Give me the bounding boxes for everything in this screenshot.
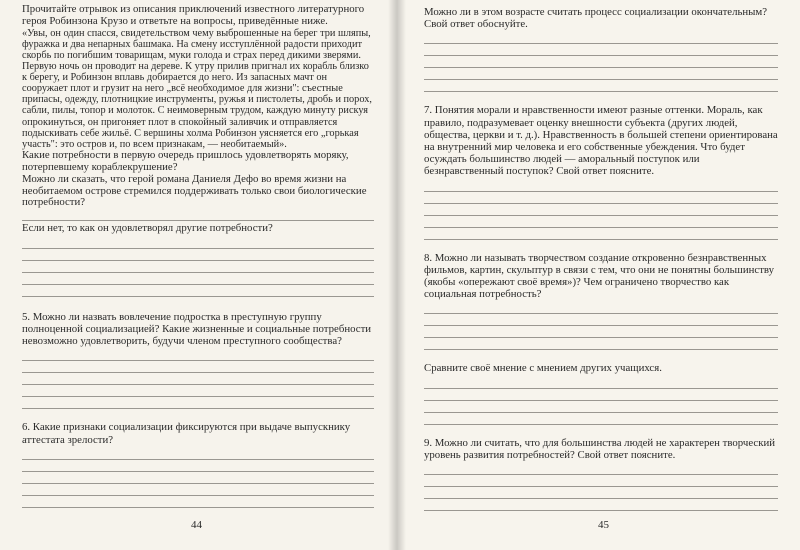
- intro-text: Прочитайте отрывок из описания приключений известного литературного героя Робинзона Крузо и ответьте на вопросы, приведённые ниже.: [22, 3, 365, 27]
- book-gutter: [388, 0, 406, 550]
- answer-lines: [424, 463, 778, 511]
- answer-line: [424, 401, 778, 413]
- question-6: 6. Какие признаки социализации фиксируются при выдаче выпускнику аттестата зрелости?: [22, 421, 351, 446]
- question-compare: Сравните своё мнение с мнением других учащихся.: [424, 362, 662, 375]
- page-45: [396, 0, 800, 550]
- question-needs: Какие потребности в первую очередь пришлось удовлетворять моряку, потерпевшему кораблекрушение?: [22, 148, 349, 173]
- answer-line: [22, 237, 374, 249]
- answer-lines: [22, 349, 374, 409]
- answer-line: [22, 349, 374, 361]
- answer-line: [424, 56, 778, 68]
- question-7: 7. Понятия морали и нравственности имеют разные оттенки. Мораль, как правило, подразумевает оценку внешности субъекта (других людей, общества, церкви и т. д.). Нравственность в большей степени ориентирована на внутренний мир человека и его собственные убеждения. Что будет осуждать большинство людей — аморальный поступок или безнравственный поступок? Свой ответ поясните.: [424, 104, 778, 178]
- question-5: 5. Можно ли назвать вовлечение подростка в преступную группу полноценной социализацией? Какие жизненные и социальные потребности невозможно удовлетворить, будучи членом преступного сообщества?: [22, 310, 372, 348]
- answer-line: [22, 448, 374, 460]
- answer-line: [22, 397, 374, 409]
- answer-lines: [22, 237, 374, 297]
- answer-line: [424, 377, 778, 389]
- answer-line: [22, 373, 374, 385]
- answer-line: [424, 499, 778, 511]
- answer-line: [424, 204, 778, 216]
- answer-line: [424, 192, 778, 204]
- question-age: Можно ли в этом возрасте считать процесс социализации окончательным? Свой ответ обоснуйте.: [424, 6, 768, 31]
- question-9: 9. Можно ли считать, что для большинства людей не характерен творческий уровень развития потребностей? Свой ответ поясните.: [424, 436, 775, 461]
- answer-line: [424, 326, 778, 338]
- page-number: 44: [191, 519, 202, 531]
- answer-line: [424, 80, 778, 92]
- answer-line: [424, 413, 778, 425]
- answer-line: [22, 385, 374, 397]
- answer-line: [22, 209, 374, 221]
- question-defoe: Можно ли сказать, что герой романа Даниеля Дефо во время жизни на необитаемом острове стремился поддерживать только свои биологические потребности?: [22, 172, 367, 209]
- answer-line: [424, 389, 778, 401]
- answer-line: [22, 361, 374, 373]
- answer-line: [22, 484, 374, 496]
- answer-lines: [22, 448, 374, 508]
- question-8: 8. Можно ли называть творчеством создание откровенно безнравственных фильмов, картин, скульптур в связи с тем, что они не понятны большинству (якобы «опережают своё время»)? Чем ограничено творчество как социальная потребность?: [424, 251, 775, 301]
- answer-line: [424, 463, 778, 475]
- answer-lines: [424, 32, 778, 92]
- answer-line: [424, 338, 778, 350]
- answer-line: [424, 228, 778, 240]
- robinson-quote: «Увы, он один спасся, свидетельством чему выброшенные на берег три шляпы, фуражка и два непарных башмака. На смену исступлённой радости приходит скорбь по погибшим товарищам, муки голода и страх перед дикими зверями. Первую ночь он проводит на дереве. К утру прилив пригнал их корабль близко к берегу, и Робинзон вплавь добирается до него. Из запасных мачт он сооружает плот и грузит на него „всё необходимое для жизни": съестные припасы, одежду, плотницкие инструменты, ружья и пистолеты, дробь и порох, сабли, пилы, топор и молоток. С неимоверным трудом, каждую минуту рискуя опрокинуться, он пригоняет плот в спокойный заливчик и отправляется подыскивать себе жильё. С вершины холма Робинзон уясняется его „горькая участь": это остров и, по всем признакам, — необитаемый».: [22, 27, 372, 150]
- answer-line: [424, 487, 778, 499]
- answer-line: [424, 32, 778, 44]
- answer-lines: [424, 180, 778, 240]
- answer-line: [22, 472, 374, 484]
- answer-line: [22, 273, 374, 285]
- answer-line: [424, 180, 778, 192]
- question-if-not: Если нет, то как он удовлетворял другие потребности?: [22, 221, 273, 234]
- answer-line: [22, 249, 374, 261]
- answer-lines: [22, 209, 374, 221]
- answer-line: [424, 314, 778, 326]
- answer-lines: [424, 377, 778, 425]
- page-45-content: [424, 6, 778, 511]
- answer-line: [22, 285, 374, 297]
- page-44-content: [22, 4, 374, 508]
- answer-line: [22, 496, 374, 508]
- answer-line: [424, 216, 778, 228]
- answer-line: [424, 68, 778, 80]
- answer-line: [424, 302, 778, 314]
- answer-line: [22, 460, 374, 472]
- page-number: 45: [598, 519, 609, 531]
- answer-line: [22, 261, 374, 273]
- page-44: [0, 0, 396, 550]
- answer-lines: [424, 302, 778, 350]
- answer-line: [424, 44, 778, 56]
- answer-line: [424, 475, 778, 487]
